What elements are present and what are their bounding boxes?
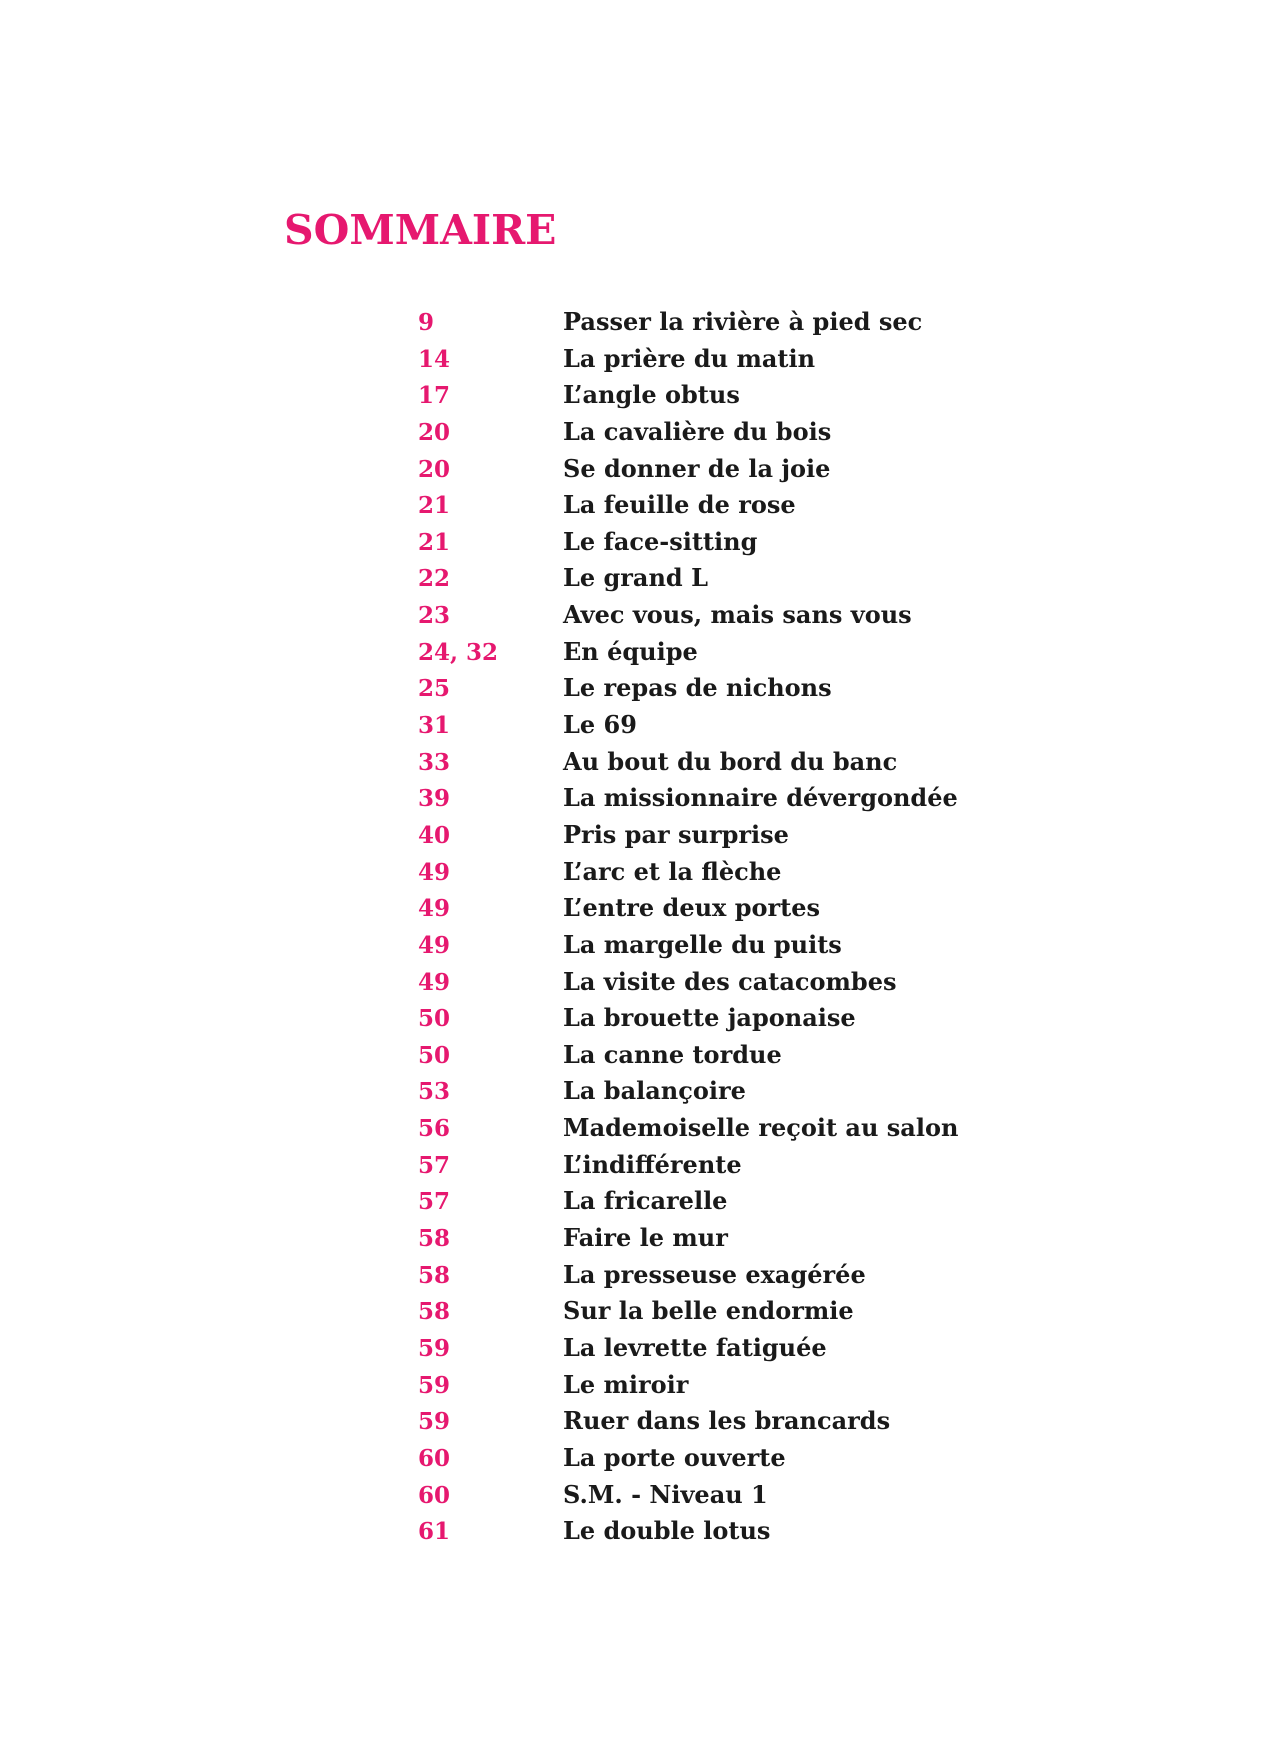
toc-page-number: 49 bbox=[418, 931, 451, 959]
table-of-contents bbox=[418, 307, 1038, 1553]
page-title: SOMMAIRE bbox=[284, 206, 557, 254]
toc-entry bbox=[418, 380, 1038, 417]
toc-page-number: 50 bbox=[418, 1041, 451, 1069]
toc-entry bbox=[418, 1443, 1038, 1480]
toc-page-number: 33 bbox=[418, 748, 451, 776]
toc-page-number: 25 bbox=[418, 675, 451, 703]
toc-entry-title: La porte ouverte bbox=[563, 1442, 786, 1472]
toc-entry bbox=[418, 710, 1038, 747]
toc-page-number: 60 bbox=[418, 1444, 451, 1472]
toc-entry bbox=[418, 490, 1038, 527]
toc-page-number: 57 bbox=[418, 1151, 451, 1179]
toc-entry-title: La prière du matin bbox=[563, 343, 816, 373]
toc-page-number: 21 bbox=[418, 528, 451, 556]
toc-entry-title: L’angle obtus bbox=[563, 380, 740, 410]
toc-entry-title: La cavalière du bois bbox=[563, 416, 832, 446]
toc-entry-title: Sur la belle endormie bbox=[563, 1296, 854, 1326]
toc-page-number: 9 bbox=[418, 309, 435, 336]
toc-entry bbox=[418, 307, 1038, 344]
toc-entry bbox=[418, 967, 1038, 1004]
toc-entry bbox=[418, 563, 1038, 600]
toc-entry bbox=[418, 527, 1038, 564]
toc-entry bbox=[418, 893, 1038, 930]
toc-entry bbox=[418, 857, 1038, 894]
toc-entry-title: Avec vous, mais sans vous bbox=[563, 600, 912, 630]
toc-page-number: 14 bbox=[418, 345, 451, 373]
toc-page-number: 57 bbox=[418, 1188, 451, 1216]
toc-entry bbox=[418, 747, 1038, 784]
toc-page-number: 49 bbox=[418, 968, 451, 996]
toc-entry-title: Faire le mur bbox=[563, 1223, 728, 1253]
toc-entry bbox=[418, 600, 1038, 637]
toc-page-number: 20 bbox=[418, 455, 451, 483]
toc-page-number: 39 bbox=[418, 785, 451, 813]
toc-page-number: 20 bbox=[418, 418, 451, 446]
toc-entry-title: Pris par surprise bbox=[563, 819, 789, 849]
toc-entry-title: Au bout du bord du banc bbox=[563, 746, 898, 776]
toc-entry-title: Le double lotus bbox=[563, 1516, 771, 1546]
toc-page-number: 40 bbox=[418, 821, 451, 849]
toc-entry-title: L’arc et la flèche bbox=[563, 856, 782, 886]
toc-entry-title: Le repas de nichons bbox=[563, 673, 832, 703]
toc-page-number: 60 bbox=[418, 1481, 451, 1509]
toc-entry bbox=[418, 1003, 1038, 1040]
toc-page-number: 58 bbox=[418, 1261, 451, 1289]
toc-entry bbox=[418, 1076, 1038, 1113]
toc-entry bbox=[418, 637, 1038, 674]
toc-page-number: 59 bbox=[418, 1334, 451, 1362]
toc-entry bbox=[418, 1040, 1038, 1077]
toc-page-number: 53 bbox=[418, 1078, 451, 1106]
toc-page-number: 61 bbox=[418, 1518, 451, 1546]
toc-entry-title: La levrette fatiguée bbox=[563, 1332, 827, 1362]
toc-entry bbox=[418, 1223, 1038, 1260]
toc-page-number: 22 bbox=[418, 565, 451, 593]
toc-entry-title: La balançoire bbox=[563, 1076, 746, 1106]
toc-page-number: 49 bbox=[418, 895, 451, 923]
toc-entry bbox=[418, 1516, 1038, 1553]
toc-entry bbox=[418, 1150, 1038, 1187]
toc-page-number: 59 bbox=[418, 1408, 451, 1436]
toc-entry bbox=[418, 930, 1038, 967]
toc-entry-title: Passer la rivière à pied sec bbox=[563, 307, 923, 336]
toc-entry bbox=[418, 820, 1038, 857]
toc-entry-title: La feuille de rose bbox=[563, 490, 796, 520]
toc-entry-title: Le grand L bbox=[563, 563, 708, 593]
toc-entry-title: En équipe bbox=[563, 636, 698, 666]
toc-entry bbox=[418, 1333, 1038, 1370]
toc-entry bbox=[418, 1186, 1038, 1223]
toc-entry bbox=[418, 1406, 1038, 1443]
toc-page-number: 23 bbox=[418, 602, 451, 630]
toc-entry bbox=[418, 1480, 1038, 1517]
toc-entry bbox=[418, 783, 1038, 820]
toc-entry bbox=[418, 344, 1038, 381]
toc-entry-title: Le 69 bbox=[563, 710, 637, 740]
toc-entry bbox=[418, 1370, 1038, 1407]
toc-page-number: 24, 32 bbox=[418, 638, 499, 666]
toc-page-number: 58 bbox=[418, 1298, 451, 1326]
toc-entry bbox=[418, 673, 1038, 710]
toc-entry-title: La missionnaire dévergondée bbox=[563, 783, 958, 813]
toc-entry-title: L’entre deux portes bbox=[563, 893, 821, 923]
toc-entry-title: Le face-sitting bbox=[563, 526, 758, 556]
toc-page-number: 50 bbox=[418, 1005, 451, 1033]
toc-page-number: 59 bbox=[418, 1371, 451, 1399]
toc-entry-title: La fricarelle bbox=[563, 1186, 728, 1216]
toc-entry-title: La visite des catacombes bbox=[563, 966, 897, 996]
toc-entry bbox=[418, 454, 1038, 491]
toc-page-number: 31 bbox=[418, 712, 451, 740]
toc-entry-title: La margelle du puits bbox=[563, 929, 842, 959]
toc-entry-title: Le miroir bbox=[563, 1369, 689, 1399]
toc-entry bbox=[418, 1296, 1038, 1333]
toc-page-number: 21 bbox=[418, 492, 451, 520]
toc-entry-title: Se donner de la joie bbox=[563, 453, 831, 483]
toc-entry-title: La presseuse exagérée bbox=[563, 1259, 866, 1289]
toc-entry-title: La brouette japonaise bbox=[563, 1003, 856, 1033]
toc-page-number: 58 bbox=[418, 1225, 451, 1253]
toc-entry-title: S.M. - Niveau 1 bbox=[563, 1479, 768, 1509]
toc-entry-title: Ruer dans les brancards bbox=[563, 1406, 891, 1436]
toc-page-number: 17 bbox=[418, 382, 451, 410]
toc-entry bbox=[418, 1260, 1038, 1297]
toc-page-number: 49 bbox=[418, 858, 451, 886]
toc-entry bbox=[418, 1113, 1038, 1150]
toc-entry bbox=[418, 417, 1038, 454]
toc-entry-title: La canne tordue bbox=[563, 1039, 782, 1069]
toc-page-number: 56 bbox=[418, 1115, 451, 1143]
toc-entry-title: L’indifférente bbox=[563, 1149, 742, 1179]
toc-entry-title: Mademoiselle reçoit au salon bbox=[563, 1113, 959, 1143]
